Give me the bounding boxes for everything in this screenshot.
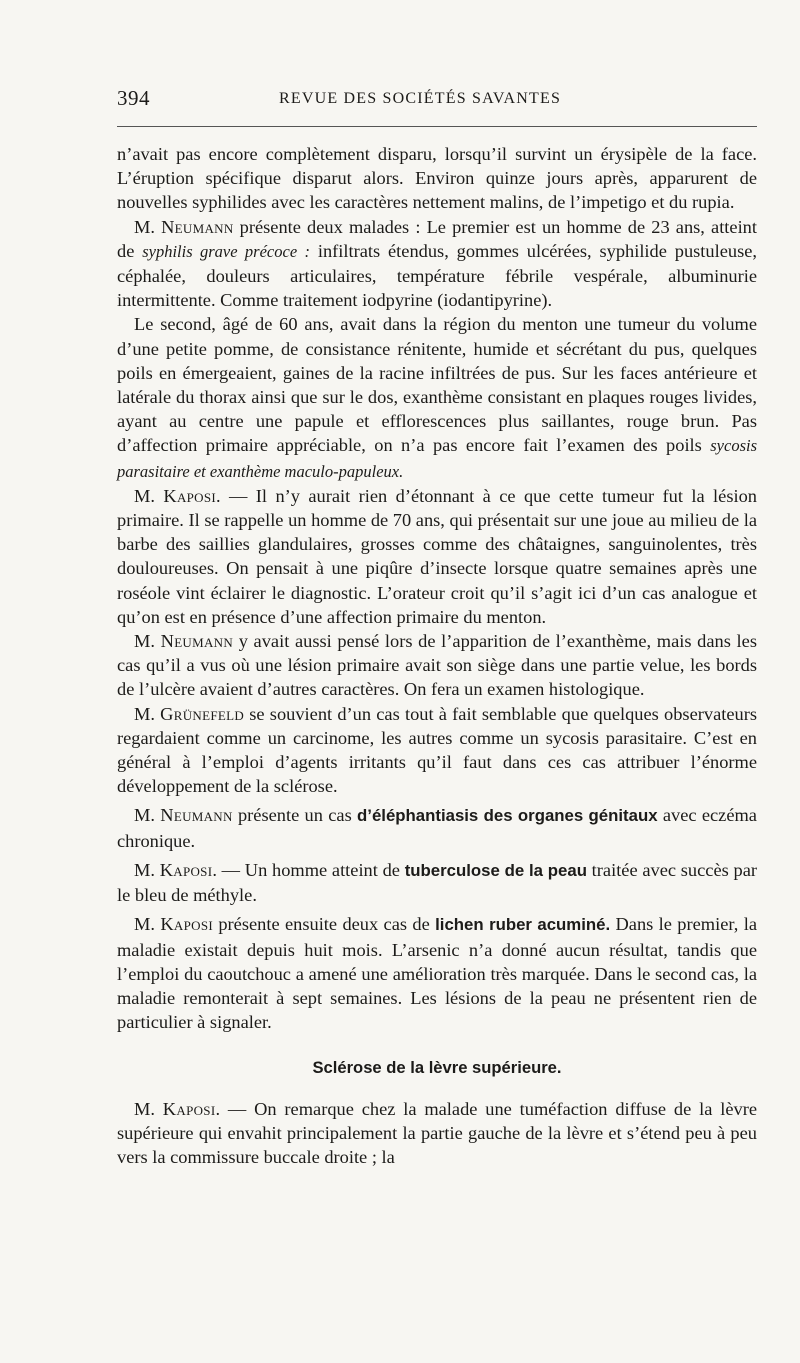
page-number: 394 [117,86,150,110]
section-heading: Sclérose de la lèvre supérieure. [312,1058,562,1078]
speaker-name: Kaposi [162,1098,216,1119]
header-rule [117,126,757,127]
running-header [117,86,757,116]
running-title: REVUE DES SOCIÉTÉS SAVANTES [279,90,562,107]
paragraph: M. Kaposi. — Il n’y aurait rien d’étonnant à ce que cette tumeur fut la lésion primaire. Il se rappelle un homme de 70 ans, qui présentait sur une joue au milieu de la barbe des saillies glandulaires, grosses comme des châtaignes, sanguinolentes, très douloureuses. On pensait à une piqûre d’insecte lorsque quatre semaines après une roséole vint éclairer le diagnostic. L’orateur croit qu’il s’agit ici d’un cas analogue et qu’on est en présence d’une affection primaire du menton. [117,485,757,627]
speaker-name: Neumann [160,805,233,826]
paragraph: M. Kaposi présente ensuite deux cas de lichen ruber acuminé. Dans le premier, la maladie existait depuis huit mois. L’arsenic n’a donné aucun résultat, tandis que l’emploi du caoutchouc a amené une amélioration très marquée. Dans le second cas, la maladie remonterait à sept semaines. Les lésions de la peau ne présentent rien de particulier à signaler. [117,914,757,1033]
bold-term: lichen ruber acuminé. [435,915,611,935]
paragraph: M. Neumann présente deux malades : Le premier est un homme de 23 ans, atteint de syphilis grave précoce : infiltrats étendus, gommes ulcérées, syphilide pustuleuse, céphalée, douleurs articulaires, température fébrile vespérale, albuminurie intermittente. Comme traitement iodpyrine (iodantipyrine). [117,216,757,311]
speaker-name: Neumann [160,631,234,652]
speaker-name: Kaposi [160,914,213,935]
paragraph: M. Neumann y avait aussi pensé lors de l’apparition de l’exanthème, mais dans les cas qu’il a vus où une lésion primaire avait son siège dans une partie velue, les bords de l’ulcère avaient d’autres caractères. On fera un examen histologique. [117,631,757,700]
paragraph: M. Grünefeld se souvient d’un cas tout à fait semblable que quelques observateurs regardaient comme un carcinome, les autres comme un sycosis parasitaire. C’est en général à l’emploi d’agents irritants qu’il faut dans ces cas attribuer l’énorme développement de la sclérose. [117,703,757,797]
speaker-name: Grünefeld [160,703,245,724]
paragraph: Le second, âgé de 60 ans, avait dans la région du menton une tumeur du volume d’une petite pomme, de consistance rénitente, humide et sécrétant du pus, quelques poils en émergeaient, gaines de la racine infiltrées de pus. Sur les faces antérieure et latérale du thorax ainsi que sur le dos, exanthème consistant en plaques rouges livides, ayant au centre une papule et efflorescences plus saillantes, rouge brun. Pas d’affection primaire appréciable, on n’a pas encore fait l’examen des poils sycosis parasitaire et exanthème maculo-papuleux. [117,314,757,481]
paragraph: M. Kaposi. — Un homme atteint de tuberculose de la peau traitée avec succès par le bleu de méthyle. [117,859,757,906]
bold-term: tuberculose de la peau [404,860,587,880]
paragraph: n’avait pas encore complètement disparu, lorsqu’il survint un érysipèle de la face. L’éruption spécifique disparut alors. Environ quinze jours après, apparurent de nouvelles syphilides avec les caractères nettement malins, de l’impetigo et du rupia. [117,144,757,213]
paragraph: M. Neumann présente un cas d’éléphantiasis des organes génitaux avec eczéma chronique. [117,805,757,851]
emphasis: syphilis grave précoce : [142,241,311,261]
paragraph: M. Kaposi. — On remarque chez la malade une tuméfaction diffuse de la lèvre supérieure qui envahit principalement la partie gauche de la lèvre et s’étend peu à peu vers la commissure buccale droite ; la [117,1098,757,1167]
speaker-name: Neumann [161,216,234,237]
article-body [117,142,757,1169]
speaker-name: Kaposi [159,859,213,880]
speaker-name: Kaposi [163,485,217,506]
emphasis: sycosis parasitaire et exanthème maculo-papuleux. [117,436,757,481]
bold-term: d’éléphantiasis des organes génitaux [357,806,658,826]
